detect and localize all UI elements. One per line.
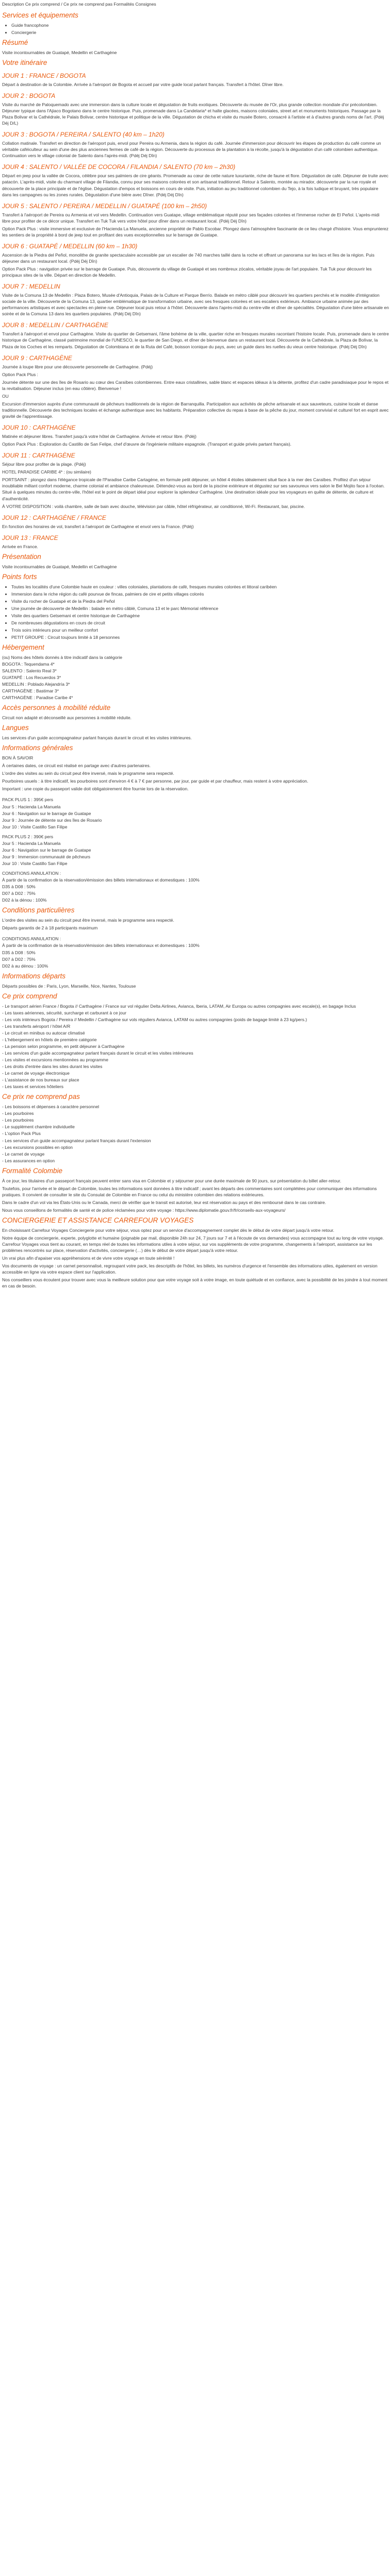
conditions-particulieres-title: Conditions particulières — [2, 906, 75, 914]
conditions-line: D35 à D08 : 50% — [2, 884, 36, 890]
pack-plus-line: Jour 6 : Navigation sur le barrage de Guatape — [2, 847, 91, 853]
points-forts-title: Points forts — [2, 572, 37, 581]
day-paragraph: Transfert à l'aéroport de Pereira ou Armenia et vol vers Medellin. Continuation vers Guatape, village emblématique réputé pour ses façades colorées et l'immense rocher de El Peñol. L'après-midi libre pour profiter de ce décor unique. Transfert en Tuk Tuk vers votre hôtel pour dîner dans un restaurant local. (Pdéj Déj Dîn) — [2, 212, 380, 224]
day-paragraph: Collation matinale. Transfert en direction de l'aéroport puis, envol pour Pereira ou Armenia, dans la région du café. Journée d'immersion pour découvrir les étapes de production du café comme un véritable caféiculteur au sein d'une des plus anciennes fermes de café de la région. Découverte du processus de la plantation à la récolte, jusqu'à la dégustation d'un café colombien authentique. Continuation vers le village colonial de Salento dans l'après-midi. (Pdéj Déj Dîn) — [2, 141, 381, 159]
prix-comprend-item: - Le transport aérien France / Bogota // Carthagène / France sur vol régulier Delta Airlines, Avianca, Iberia, LATAM, Air Europa ou autres compagnies avec escale(s), en bagage Inclus — [2, 1003, 356, 1009]
cp-annulation-title: CONDITIONS ANNULATION : — [2, 936, 61, 942]
day-title: JOUR 13 : FRANCE — [2, 534, 58, 541]
day-paragraph: Option Pack Plus : Exploration du Castillo de San Felipe, chef d'œuvre de l'ingénierie militaire espagnole. (Transport et guide privés partant français). — [2, 442, 291, 447]
prix-comprend-item: - Les vols intérieurs Bogota / Pereira // Medellin / Carthagène sur vols réguliers Avianca, LATAM ou autres compagnies (poids de bagage limité à 23 kg/pers.) — [2, 1016, 307, 1022]
infos-generales-title: Informations générales — [2, 744, 73, 752]
conciergerie-paragraph: Nos conseillers vous écoutent pour trouver avec vous la meilleure solution pour que votre voyage soit à votre image, en toute quiétude et en confiance, avec la possibilité de les joindre à tout moment en cas de besoin. — [2, 1277, 388, 1289]
conciergerie-paragraph: Un vrai plus afin d'apaiser vos appréhensions et de vivre votre voyage en toute sérénité ! — [2, 1256, 175, 1261]
prix-ne-comprend-title: Ce prix ne comprend pas — [2, 1093, 80, 1101]
points-forts-item: • Visite du rocher de Guatapé et de la Piedra del Peñol — [11, 598, 389, 604]
conciergerie-paragraph: Vos documents de voyage : un carnet personnalisé, regroupant votre pack, les descriptifs de l'hôtel, les billets, les numéros d'urgence et l'ensemble des informations utiles, également en version accessible en ligne via votre espace client sur l'application. — [2, 1263, 378, 1275]
hebergement-list — [2, 654, 389, 701]
services-item: • Conciergerie — [11, 29, 389, 36]
infos-paragraph: Pourboires usuels : à titre indicatif, les pourboires sont d'environ 4 € à 7 € par personne, par jour, par guide et par chauffeur, mais restent à votre appréciation. — [2, 778, 308, 784]
conditions-line: D02 à la dénou : 100% — [2, 897, 47, 903]
day-paragraph: Transfert à l'aéroport et envol pour Carthagène. Visite du quartier de Getsemani, l'âme bohème de la ville, quartier riche en fresques murales racontant l'histoire locale. Puis, promenade dans le centre historique de Carthagène, classé patrimoine mondial de l'UNESCO, le quartier de San Diego, et dîner de bienvenue dans un restaurant local. Découverte de la Cathédrale, la Plaza de Bolívar, la Plaza de los Coches et les remparts. Dégustation de Colombiana et de la Ruta del Café, boisson iconique du pays, avec un guide dans les ruelles du vieux centre historique. (Pdéj Déj Dîn) — [2, 331, 389, 349]
hebergement-line: CARTHAGÈNE : Bastimar 3* — [2, 688, 59, 694]
cp-paragraph: L'ordre des visites au sein du circuit peut être inversé, mais le programme sera respecté. — [2, 918, 174, 923]
day-paragraph: Excursion d'immersion auprès d'une communauté de pêcheurs traditionnels de la région de Barranquilla. Participation aux activités de pêche artisanale et aux sauveteurs, cuisine locale et danse traditionnelle. Découverte des techniques locales et échange authentique avec les habitants. Préparation collective du repas à base de la pêche du jour, moment convivial et culturel fort en esprit avec gravité de l'apprentissage. — [2, 401, 389, 419]
accessibilite-title: Accès personnes à mobilité réduite — [2, 704, 111, 712]
prix-ne-comprend-item: - Les excursions possibles en option — [2, 1144, 73, 1150]
prix-comprend-item: - Les transferts aéroport / hôtel A/R — [2, 1023, 71, 1029]
day-title: JOUR 5 : SALENTO / PEREIRA / MEDELLIN / GUATAPÉ (100 km – 2h50) — [2, 202, 207, 210]
presentation-text: Visite incontournables de Guatapé, Medellin et Carthagène — [2, 564, 117, 569]
day-title: JOUR 3 : BOGOTA / PEREIRA / SALENTO (40 km – 1h20) — [2, 131, 165, 139]
formalites-paragraph: À ce jour, les titulaires d'un passeport français peuvent entrer sans visa en Colombie et y séjourner pour une durée maximale de 90 jours, sur présentation du billet aller-retour. — [2, 1178, 341, 1183]
day-title: JOUR 10 : CARTHAGÈNE — [2, 424, 76, 432]
day-paragraph: Séjour libre pour profiter de la plage. (Pdéj) — [2, 462, 86, 467]
infos-paragraph: L'ordre des visites au sein du circuit peut être inversé, mais le programme sera respecté. — [2, 771, 174, 776]
day-paragraph: À VOTRE DISPOSITION : voilà chambre, salle de bain avec douche, télévision par câble, hôtel réfrigérateur, air conditionné, Wi-Fi. Restaurant, bar, piscine. — [2, 503, 305, 509]
conditions-line: D07 à D02 : 75% — [2, 891, 36, 896]
day-title: JOUR 6 : GUATAPÉ / MEDELLIN (60 km – 1h30) — [2, 242, 138, 250]
prix-comprend-list — [2, 1003, 389, 1090]
pack-plus-2-list — [2, 840, 389, 867]
pack-plus-line: Jour 5 : Hacienda La Manuela — [2, 804, 61, 809]
points-forts-item: • De nombreuses dégustations en cours de circuit — [11, 620, 389, 626]
prix-comprend-item: - L'assistance de nos bureaux sur place — [2, 1077, 79, 1083]
day-paragraph: Départ en jeep pour la vallée de Cocora, célèbre pour ses palmiers de cire géants. Promenade au cœur de cette nature luxuriante, riche de faune et flore. Dégustation de café. Déjeuner de truite avec patacón. L'après-midi, visite du charmant village de Filandia, connu pour ses maisons colorées et son artisanat traditionnel. Retour à Salento, montée au mirador, découverte par la rue royale et découverte de la place principale et de l'église. Dégustation d'empos et boissons en cours de visite. Puis, initiation au jeu traditionnel colombien du Tejo, à la fois ludique et bruyant, très populaire dans les campagnes ou les zones rurales. Dégustation d'une bière avec Dîner. (Pdéj Déj Dîn) — [2, 173, 388, 197]
prix-ne-comprend-item: - L'option Pack Plus — [2, 1131, 41, 1137]
day-paragraph: Départ à destination de la Colombie. Arrivée à l'aéroport de Bogota et accueil par votre guide local parlant français. Transfert à l'hôtel. Dîner libre. — [2, 81, 284, 87]
prix-comprend-item: - Les droits d'entrée dans les sites durant les visites — [2, 1064, 103, 1070]
hebergement-line: SALENTO : Salento Real 3* — [2, 668, 57, 674]
prix-ne-comprend-item: - Les assurances en option — [2, 1158, 55, 1163]
prix-comprend-item: - Le circuit en minibus ou autocar climatisé — [2, 1030, 85, 1036]
prix-ne-comprend-item: - Les boissons et dépenses à caractère personnel — [2, 1104, 100, 1110]
day-paragraph: PORTSAINT : plongez dans l'élégance tropicale de l'Paradise Caribe Cartagène, en formule petit déjeuner, un hôtel 4 étoiles idéalement situé face à la mer des Caraïbes. Profitez d'un séjour inoubliable mêlant confort moderne, charme colonial et ambiance chaleureuse. Détendez-vous au bord de la piscine extérieure et dégustez sur ses savoureux vers salon le Bel Mojito face à l'océan. Situé à quelques minutes du centre-ville, l'hôtel est le point de départ idéal pour explorer la splendeur Carthagène. Une destination idéale pour les voyageurs en quête de détente, de culture et d'authenticité. — [2, 477, 385, 501]
conciergerie-paragraph: Notre équipe de conciergerie, experte, polyglotte et humaine (joignable par mail, disponible 24h sur 24, 7 jours sur 7 et à l'écoute de vos demandes) vous accompagne tout au long de votre voyage. Carrefour Voyages vous tient au courant, en temps réel de toutes les informations utiles à votre séjour, sur vos suppléments de votre programme, changements à l'aéroport, assistance sur les problèmes rencontrés sur place, réservation d'activités, conciergerie (…) dès le début de votre départ jusqu'à votre retour. — [2, 1235, 384, 1253]
services-list — [2, 22, 389, 36]
cp-annulation-line: D02 à au dénou : 100% — [2, 963, 48, 969]
hebergement-title: Hébergement — [2, 643, 44, 652]
resume-title: Résumé — [2, 39, 28, 47]
infos-depart-title: Informations départs — [2, 972, 66, 980]
pack-plus-1-title: PACK PLUS 1 : 395€ pers — [2, 797, 54, 803]
day-paragraph: Ascension de la Piedra del Peñol, monolithe de granite spectaculaire accessible par un escalier de 740 marches taillé dans la roche et offrant un panorama sur les lacs et îles de la région. Puis déjeuner dans un restaurant local. (Pdéj Déj Dîn) — [2, 252, 374, 264]
points-forts-item: • PETIT GROUPE : Circuit toujours limité à 18 personnes — [11, 634, 389, 640]
bon-a-savoir-label: BON À SAVOIR — [2, 755, 34, 761]
day-paragraph: Matinée et déjeuner libres. Transfert jusqu'à votre hôtel de Carthagène. Arrivée et retour libre. (Pdéj) — [2, 434, 197, 439]
day-paragraph: OU — [2, 393, 9, 399]
services-title: Services et équipements — [2, 11, 78, 20]
hebergement-line: (ou) Noms des hôtels donnés à titre indicatif dans la catégorie — [2, 654, 122, 660]
points-forts-item: • Immersion dans le riche région du café pourvue de fincas, palmiers de cire et petits villages colorés — [11, 591, 389, 597]
cp-paragraph: Départs garantis de 2 à 18 participants maximum — [2, 925, 98, 931]
infos-depart-text: Départs possibles de : Paris, Lyon, Marseille, Nice, Nantes, Toulouse — [2, 983, 136, 989]
page-description: Description Ce prix comprend / Ce prix ne comprend pas Formalités Consignes — [2, 2, 156, 7]
formalites-title: Formalité Colombie — [2, 1166, 63, 1175]
services-item: • Guide francophone — [11, 22, 389, 28]
prix-comprend-title: Ce prix comprend — [2, 992, 57, 1000]
cp-annulation-line: D35 à D08 : 50% — [2, 950, 36, 955]
hebergement-line: GUATAPÉ : Los Recuerdos 3* — [2, 675, 61, 681]
langues-title: Langues — [2, 724, 29, 732]
prix-ne-comprend-item: - Le supplément chambre individuelle — [2, 1124, 75, 1130]
prix-comprend-item: - Les taxes et services hôteliers — [2, 1084, 64, 1090]
day-paragraph: HOTEL PARADISE CARIBE 4* : (ou similaire) — [2, 469, 91, 475]
pack-plus-1-list — [2, 804, 389, 830]
infos-generales-paragraphs — [2, 762, 389, 792]
infos-paragraph: À certaines dates, ce circuit est réalisé en partage avec d'autres partenaires. — [2, 763, 151, 769]
day-title: JOUR 11 : CARTHAGÈNE — [2, 452, 75, 460]
prix-comprend-item: - L'hébergement en hôtels de première catégorie — [2, 1037, 97, 1042]
conciergerie-title: CONCIERGERIE ET ASSISTANCE CARREFOUR VOYAGES — [2, 1216, 194, 1224]
hebergement-line: BOGOTA : Tequendama 4* — [2, 662, 55, 667]
formalites-paragraphs — [2, 1178, 389, 1213]
prix-ne-comprend-list — [2, 1104, 389, 1164]
pack-plus-line: Jour 10 : Visite Castillo San Filipe — [2, 824, 68, 829]
hebergement-line: MEDELLIN : Poblado Alejandría 3* — [2, 682, 70, 687]
conditions-annulation-title: CONDITIONS ANNULATION : — [2, 871, 61, 876]
points-forts-list — [2, 584, 389, 641]
presentation-title: Présentation — [2, 552, 41, 561]
points-forts-item: • Trois soirs intérieurs pour un meilleur confort — [11, 627, 389, 633]
day-paragraph: Journée détente sur une des îles de Rosario au cœur des Caraïbes colombiennes. Entre eaux cristallines, sable blanc et espaces idéaux à la détente, profitez d'un cadre paradisiaque pour le repos et la revitalisation. Déjeuner inclus (en eau côtière). Bienvenue ! — [2, 379, 389, 391]
pack-plus-2-title: PACK PLUS 2 : 390€ pers — [2, 834, 54, 839]
day-title: JOUR 1 : FRANCE / BOGOTA — [2, 72, 86, 79]
day-paragraph: Option Pack Plus : visite immersive et exclusive de l'Hacienda La Manuela, ancienne propriété de Pablo Escobar. Plongez dans l'atmosphère fascinante de ce lieu chargé d'histoire. Vous emprunterez les sentiers de la propriété à bord de jeep tout en profitant des vues exceptionnelles sur le barrage de Guatape. — [2, 226, 389, 238]
itinerary-title: Votre itinéraire — [2, 59, 47, 66]
day-paragraph: Arrivée en France. — [2, 544, 38, 549]
points-forts-item: • Toutes les localités d'une Colombie haute en couleur : villes coloniales, plantations de café, fresques murales colorées et littoral caribéen — [11, 584, 389, 590]
itinerary — [2, 72, 389, 550]
formalites-paragraph: Toutefois, pour l'arrivée et le départ de Colombie, toutes les informations sont données à titre indicatif ; avant les départs des commentaires sont complétées pour communiquer des informations pratiques. Il convient de consulter le site du Consulat de Colombie en France ou celui du ministère colombien des relations extérieures. — [2, 1185, 377, 1197]
points-forts-item: • Une journée de découverte de Medellin : balade en métro câblé, Comuna 13 et le parc Mémorial référence — [11, 605, 389, 612]
day-title: JOUR 4 : SALENTO / VALLÉE DE COCORA / FILANDIA / SALENTO (70 km – 2h30) — [2, 163, 236, 171]
prix-comprend-item: - Les visites et excursions mentionnées au programme — [2, 1057, 108, 1062]
prix-ne-comprend-item: - Le carnet de voyage — [2, 1151, 45, 1157]
day-title: JOUR 2 : BOGOTA — [2, 92, 56, 99]
conciergerie-paragraph: En choisissant Carrefour Voyages Conciergerie pour votre séjour, vous optez pour un service d'accompagnement complet dès le début de votre départ jusqu'à votre retour. — [2, 1227, 334, 1233]
pack-plus-line: Jour 10 : Visite Castillo San Filipe — [2, 861, 68, 866]
day-paragraph: Visite du marché de Paloquemado avec une immersion dans la culture locale et dégustation de fruits exotiques. Découverte du musée de l'Or, plus grande collection mondiale d'or précolombien. Déjeuner typique dans l'Ajiaco Bogotano dans le centre historique. Puis, promenade dans La Candelaria* et halte glacées, maisons coloniales, street art et monuments historiques. Passage par la Plaza Bolivar et la Cathédrale, le Palais Bolivar, centre historique et politique de la ville. Dégustation de chicha et visite du musée Botero, consacré à l'artiste et à d'autres grands noms de l'art. (Pdéj Déj D/L) — [2, 101, 384, 126]
conciergerie-paragraphs — [2, 1227, 389, 1290]
day-paragraph: Option Pack Plus : navigation privée sur le barrage de Guatape. Puis, découverte du village de Guatapé et ses nombreux zócalos, véritable joyau de l'art populaire. Tuk Tuk pour découvrir les principaux sites de la ville. Départ en direction de Medellin. — [2, 266, 372, 278]
day-paragraph: Option Pack Plus : — [2, 371, 38, 377]
pack-plus-line: Jour 9 : Immersion communauté de pêcheurs — [2, 854, 91, 859]
prix-ne-comprend-item: - Les pourboires — [2, 1111, 34, 1116]
day-paragraph: Visite de la Comuna 13 de Medellin : Plaza Botero, Musée d'Antioquia, Palais de la Culture et Parque Berrío. Balade en métro câblé pour découvrir les quartiers perchés et le modèle d'intégration sociale de la ville. Découverte de la Comuna 13, quartier emblématique de transformation urbaine, avec ses fresques colorées et ses escaliers extérieurs. Ambiance urbaine animée par des performances artistiques et avec spectacles en pleine rue. Déjeuner local puis retour à l'hôtel. Découverte dans l'après-midi du centre-ville et dîner de spécialités. Dégustation d'une bière artisanale en soirée et de la Comuna 13 dans les quartiers populaires. (Pdéj Déj Dîn) — [2, 293, 389, 317]
day-title: JOUR 7 : MEDELLIN — [2, 283, 60, 291]
formalites-paragraph: Dans le cadre d'un vol via les États-Unis ou le Canada, merci de vérifier que le transit est autorisé, leur est réservation au pays et des remboursé dans le cas contraire. — [2, 1199, 327, 1205]
accessibilite-text: Circuit non adapté et déconseillé aux personnes à mobilité réduite. — [2, 715, 132, 721]
prix-ne-comprend-item: - Les pourboires — [2, 1117, 34, 1123]
points-forts-item: • Visite des quartiers Getsemani et centre historique de Carthagène — [11, 613, 389, 619]
formalites-paragraph: Nous vous conseillons de formalités de santé et de police réclamées pour votre voyage : https://www.diplomatie.gouv.fr/fr/conseils-aux-voyageurs/ — [2, 1207, 286, 1213]
cp-annulation-list — [2, 942, 389, 969]
prix-ne-comprend-item: - Les services d'un guide accompagnateur parlant français durant l'extension — [2, 1138, 151, 1143]
conditions-particulieres-paragraphs — [2, 917, 389, 931]
langues-text: Les services d'un guide accompagnateur parlant français durant le circuit et les visites intérieures. — [2, 735, 192, 741]
prix-comprend-item: - Le carnet de voyage électronique — [2, 1071, 70, 1076]
cp-annulation-line: À partir de la confirmation de la réservation/émission des billets internationaux et domestiques : 100% — [2, 943, 200, 948]
day-paragraph: En fonction des horaires de vol, transfert à l'aéroport de Carthagène et envol vers la France. (Pdéj) — [2, 523, 194, 529]
prix-comprend-item: - Les taxes aériennes, sécurité, surcharge et carburant à ce jour — [2, 1010, 126, 1015]
resume-text: Visite incontournables de Guatapé, Medellin et Carthagène — [2, 49, 117, 55]
day-title: JOUR 12 : CARTHAGÈNE / FRANCE — [2, 514, 106, 521]
hebergement-line: CARTHAGÈNE : Paradise Caribe 4* — [2, 695, 73, 701]
pack-plus-line: Jour 6 : Navigation sur le barrage de Guatape — [2, 810, 91, 816]
pack-plus-line: Jour 9 : Journée de détente sur des îles de Rosario — [2, 817, 102, 823]
infos-paragraph: Important : une copie du passeport valide doit obligatoirement être fournie lors de la réservation. — [2, 786, 189, 792]
conditions-line: À partir de la confirmation de la réservation/émission des billets internationaux et domestiques : 100% — [2, 877, 200, 883]
conditions-annulation-list — [2, 877, 389, 903]
day-title: JOUR 9 : CARTHAGÈNE — [2, 354, 72, 362]
prix-comprend-item: - Les services d'un guide accompagnateur parlant français durant le circuit et les visites intérieures — [2, 1050, 193, 1056]
cp-annulation-line: D07 à D02 : 75% — [2, 956, 36, 962]
day-title: JOUR 8 : MEDELLIN / CARTHAGÈNE — [2, 321, 108, 329]
prix-comprend-item: - La pension selon programme, en petit déjeuner à Carthagène — [2, 1043, 125, 1049]
day-paragraph: Journée à loupe libre pour une découverte personnelle de Carthagène. (Pdéj) — [2, 364, 153, 369]
pack-plus-line: Jour 5 : Hacienda La Manuela — [2, 840, 61, 846]
